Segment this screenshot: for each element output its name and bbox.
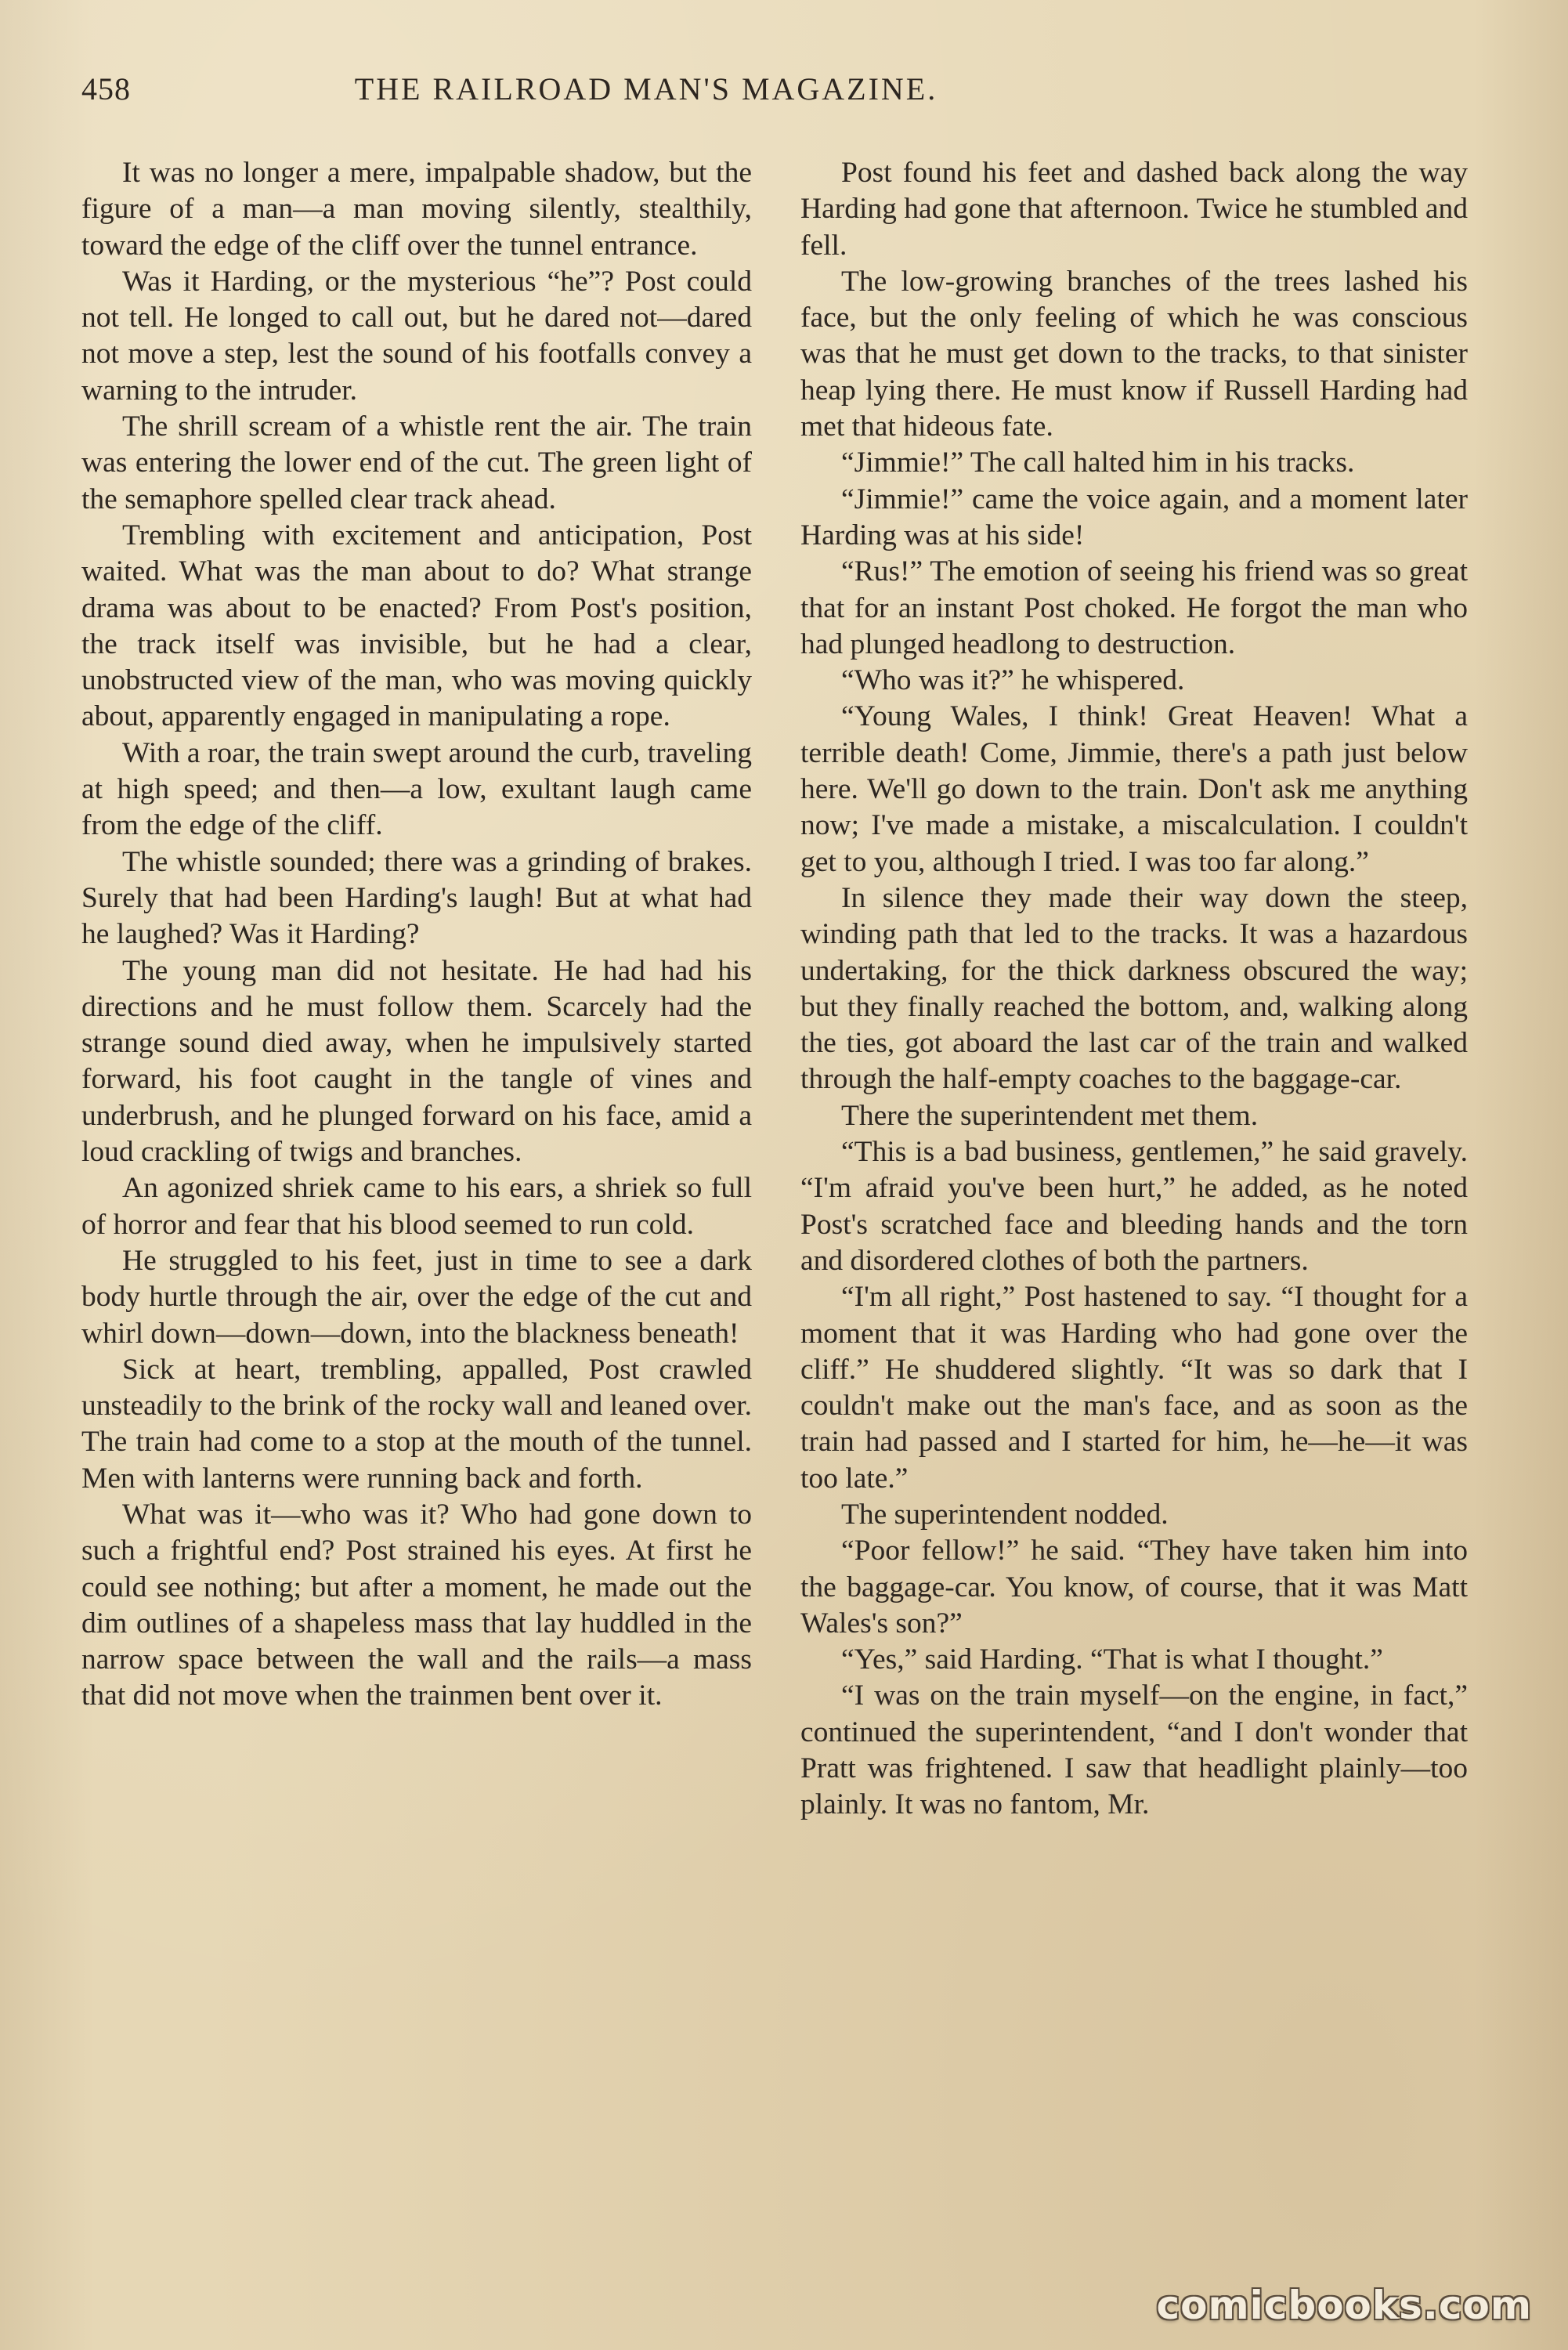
paragraph: The low-growing branches of the trees lashed his face, but the only feeling of which he was conscious was that he must get down to the tracks, to that sinister heap lying there. He must know if Russell Harding had met that hideous fate. [800,265,1468,443]
paragraph: “Who was it?” he whispered. [841,664,1185,697]
paragraph: The shrill scream of a whistle rent the air. The train was entering the lower end of the cut. The green light of the semaphore spelled clear track ahead. [81,410,752,515]
paragraph: With a roar, the train swept around the curb, traveling at high speed; and then—a low, exultant laugh came from the edge of the cliff. [81,736,752,842]
paragraph: Trembling with excitement and anticipation, Post waited. What was the man about to do? What strange drama was about to be enacted? From Post's position, the track itself was invisible, but he had a clear, unobstructed view of the man, who was moving quickly about, apparently engaged in manipulating a rope. [81,519,752,733]
site-watermark: comicbooks.com [1156,2283,1532,2328]
paragraph: What was it—who was it? Who had gone down to such a frightful end? Post strained his eyes. At first he could see nothing; but after a moment, he made out the dim outlines of a shapeless mass that lay huddled in the narrow space between the wall and the rails—a mass that did not move when the trainmen bent over it. [81,1498,752,1712]
paragraph: In silence they made their way down the steep, winding path that led to the tracks. It was a hazardous undertaking, for the thick darkness obscured the way; but they finally reached the bottom, and, walking along the ties, got aboard the last car of the train and walked through the half-empty coaches to the baggage-car. [800,881,1468,1096]
paragraph: An agonized shriek came to his ears, a shriek so full of horror and fear that his blood seemed to run cold. [81,1172,752,1241]
paragraph: “Yes,” said Harding. “That is what I thought.” [841,1643,1383,1676]
paragraph: “I was on the train myself—on the engine, in fact,” continued the superintendent, “and I don't wonder that Pratt was frightened. I saw that headlight plainly—too plainly. It was no fantom, Mr. [800,1679,1468,1821]
paragraph: “Poor fellow!” he said. “They have taken him into the baggage-car. You know, of course, that it was Matt Wales's son?” [800,1535,1468,1640]
paragraph: “This is a bad business, gentlemen,” he said gravely. “I'm afraid you've been hurt,” he added, as he noted Post's scratched face and bleeding hands and the torn and disordered clothes of both the partners. [800,1136,1468,1277]
paragraph: Was it Harding, or the mysterious “he”? Post could not tell. He longed to call out, but he dared not—dared not move a step, lest the sound of his footfalls convey a warning to the intruder. [81,265,752,407]
paragraph: The whistle sounded; there was a grinding of brakes. Surely that had been Harding's laugh! But at what had he laughed? Was it Harding? [81,845,752,951]
paragraph: The young man did not hesitate. He had had his directions and he must follow them. Scarcely had the strange sound died away, when he impulsively started forward, his foot caught in the tangle of vines and underbrush, and he plunged forward on his face, amid a loud crackling of twigs and branches. [81,954,752,1169]
paragraph: “Rus!” The emotion of seeing his friend was so great that for an instant Post choked. He forgot the man who had plunged headlong to destruction. [800,555,1468,660]
paragraph: Sick at heart, trembling, appalled, Post crawled unsteadily to the brink of the rocky wall and leaned over. The train had come to a stop at the mouth of the tunnel. Men with lanterns were running back and forth. [81,1353,752,1495]
paragraph: “I'm all right,” Post hastened to say. “I thought for a moment that it was Harding who had gone over the cliff.” He shuddered slightly. “It was so dark that I couldn't make out the man's face, and as soon as the train had passed and I started for him, he—he—it was too late.” [800,1281,1468,1495]
paragraph: “Jimmie!” came the voice again, and a moment later Harding was at his side! [800,483,1468,551]
paragraph: There the superintendent met them. [841,1099,1259,1132]
paragraph: “Young Wales, I think! Great Heaven! What a terrible death! Come, Jimmie, there's a path just below here. We'll go down to the train. Don't ask me anything now; I've made a mistake, a miscalculation. I couldn't get to you, although I tried. I was too far along.” [800,700,1468,878]
paragraph: Post found his feet and dashed back along the way Harding had gone that afternoon. Twice he stumbled and fell. [800,157,1468,262]
paragraph: “Jimmie!” The call halted him in his tracks. [841,446,1355,479]
magazine-title: THE RAILROAD MAN'S MAGAZINE. [354,71,938,107]
left-column [81,155,752,1715]
paragraph: He struggled to his feet, just in time to see a dark body hurtle through the air, over the edge of the cut and whirl down—down—down, into the blackness beneath! [81,1244,752,1350]
paragraph: It was no longer a mere, impalpable shadow, but the figure of a man—a man moving silently, stealthily, toward the edge of the cliff over the tunnel entrance. [81,157,752,262]
running-head [81,70,1125,118]
right-column [800,155,1468,1824]
paragraph: The superintendent nodded. [841,1498,1169,1531]
page-number: 458 [81,71,131,107]
